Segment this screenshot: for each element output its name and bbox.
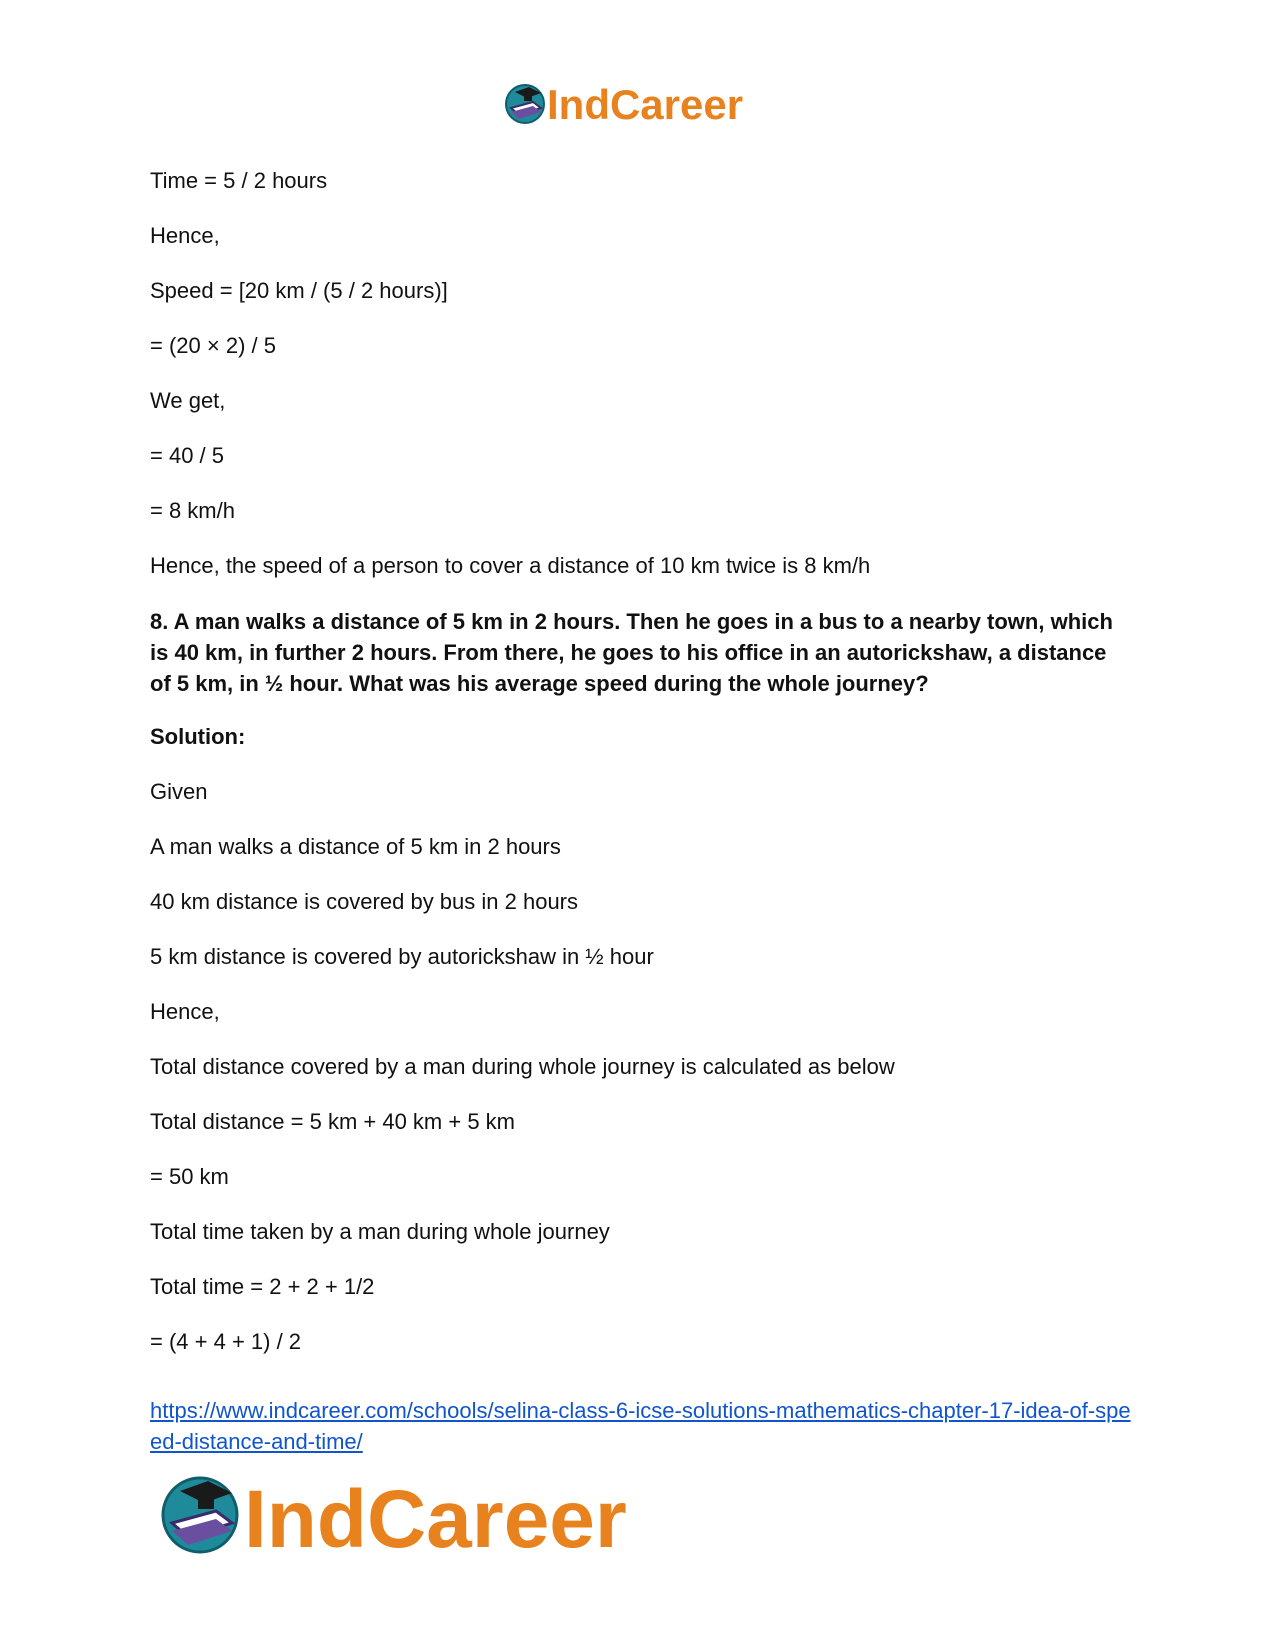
globe-book-icon xyxy=(506,85,544,123)
text-line: Total time taken by a man during whole journey xyxy=(150,1219,610,1244)
text-line: Speed = [20 km / (5 / 2 hours)] xyxy=(150,278,448,303)
footer-logo-text: IndCareer xyxy=(244,1474,627,1565)
text-line: = (20 × 2) / 5 xyxy=(150,333,276,358)
text-line: = 50 km xyxy=(150,1164,229,1189)
text-line: = (4 + 4 + 1) / 2 xyxy=(150,1329,302,1354)
header-logo-text: IndCareer xyxy=(547,81,744,128)
text-line: Given xyxy=(150,779,208,804)
text-line: = 40 / 5 xyxy=(150,443,225,468)
text-line: 5 km distance is covered by autorickshaw in ½ hour xyxy=(150,944,654,969)
text-line: We get, xyxy=(150,388,226,413)
text-line: Total distance covered by a man during whole journey is calculated as below xyxy=(150,1054,895,1079)
conclusion-line: Hence, the speed of a person to cover a distance of 10 km twice is 8 km/h xyxy=(150,553,871,578)
source-link[interactable]: https://www.indcareer.com/schools/selina-class-6-icse-solutions-mathematics-chapter-17-idea-of-speed-distance-and-time/ xyxy=(150,1398,1131,1454)
solution-label: Solution: xyxy=(150,724,246,749)
text-line: 40 km distance is covered by bus in 2 hours xyxy=(150,889,579,914)
text-line: Total distance = 5 km + 40 km + 5 km xyxy=(150,1109,515,1134)
text-line: Hence, xyxy=(150,999,220,1024)
text-line: A man walks a distance of 5 km in 2 hours xyxy=(150,834,561,859)
header-logo xyxy=(503,78,775,130)
globe-book-icon xyxy=(163,1478,237,1552)
text-line: Total time = 2 + 2 + 1/2 xyxy=(150,1274,375,1299)
footer-logo xyxy=(160,1465,700,1565)
document-body xyxy=(150,166,1130,1382)
text-line: Time = 5 / 2 hours xyxy=(150,168,328,193)
text-line: = 8 km/h xyxy=(150,498,235,523)
question-8: 8. A man walks a distance of 5 km in 2 hours. Then he goes in a bus to a nearby town, which is 40 km, in further 2 hours. From there, he goes to his office in an autorickshaw, a distance of 5 km, in ½ hour. What was his average speed during the whole journey? xyxy=(150,609,1113,696)
text-line: Hence, xyxy=(150,223,220,248)
